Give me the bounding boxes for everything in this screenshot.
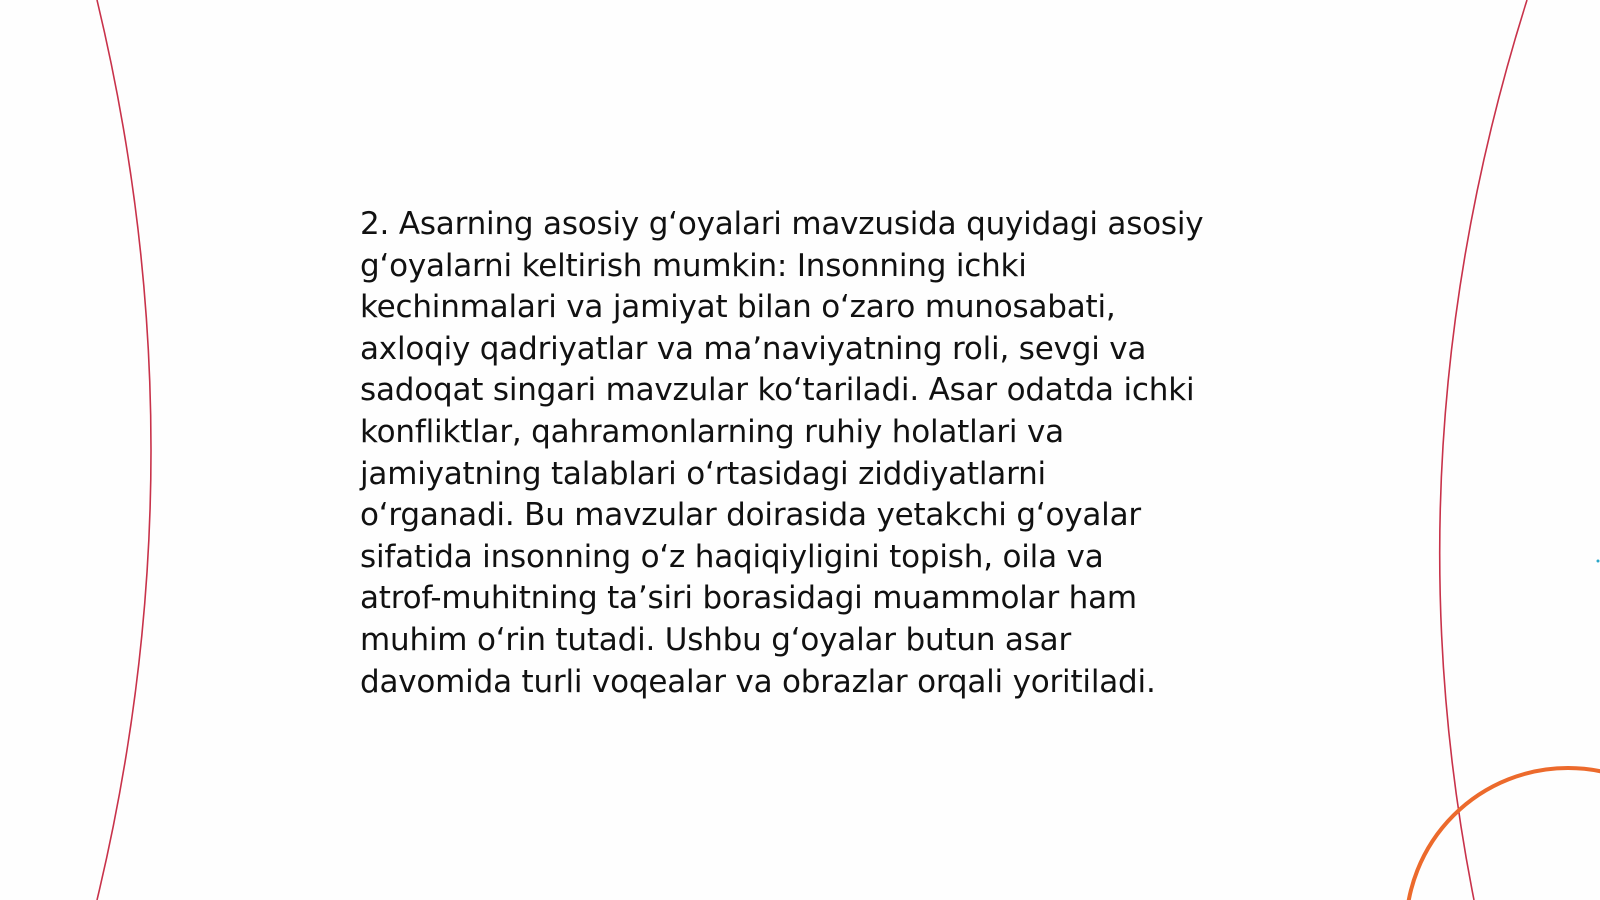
right-curve-line [1440, 0, 1527, 900]
slide-body-text: 2. Asarning asosiy g‘oyalari mavzusida quyidagi asosiy g‘oyalarni keltirish mumkin: Insonning ichki kechinmalari va jamiyat bilan o‘zaro munosabati, axloqiy qadriyatlar va ma’naviyatning roli, sevgi va sadoqat singari mavzular ko‘tariladi. Asar odatda ichki konfliktlar, qahramonlarning ruhiy holatlari va jamiyatning talablari o‘rtasidagi ziddiyatlarni o‘rganadi. Bu mavzular doirasida yetakchi g‘oyalar sifatida insonning o‘z haqiqiyligini topish, oila va atrof-muhitning ta’siri borasidagi muammolar ham muhim o‘rin tutadi. Ushbu g‘oyalar butun asar davomida turli voqealar va obrazlar orqali yoritiladi. [360, 206, 1204, 700]
accent-arc [1406, 768, 1600, 900]
accent-dot [1597, 560, 1600, 563]
left-curve-line [97, 0, 151, 900]
